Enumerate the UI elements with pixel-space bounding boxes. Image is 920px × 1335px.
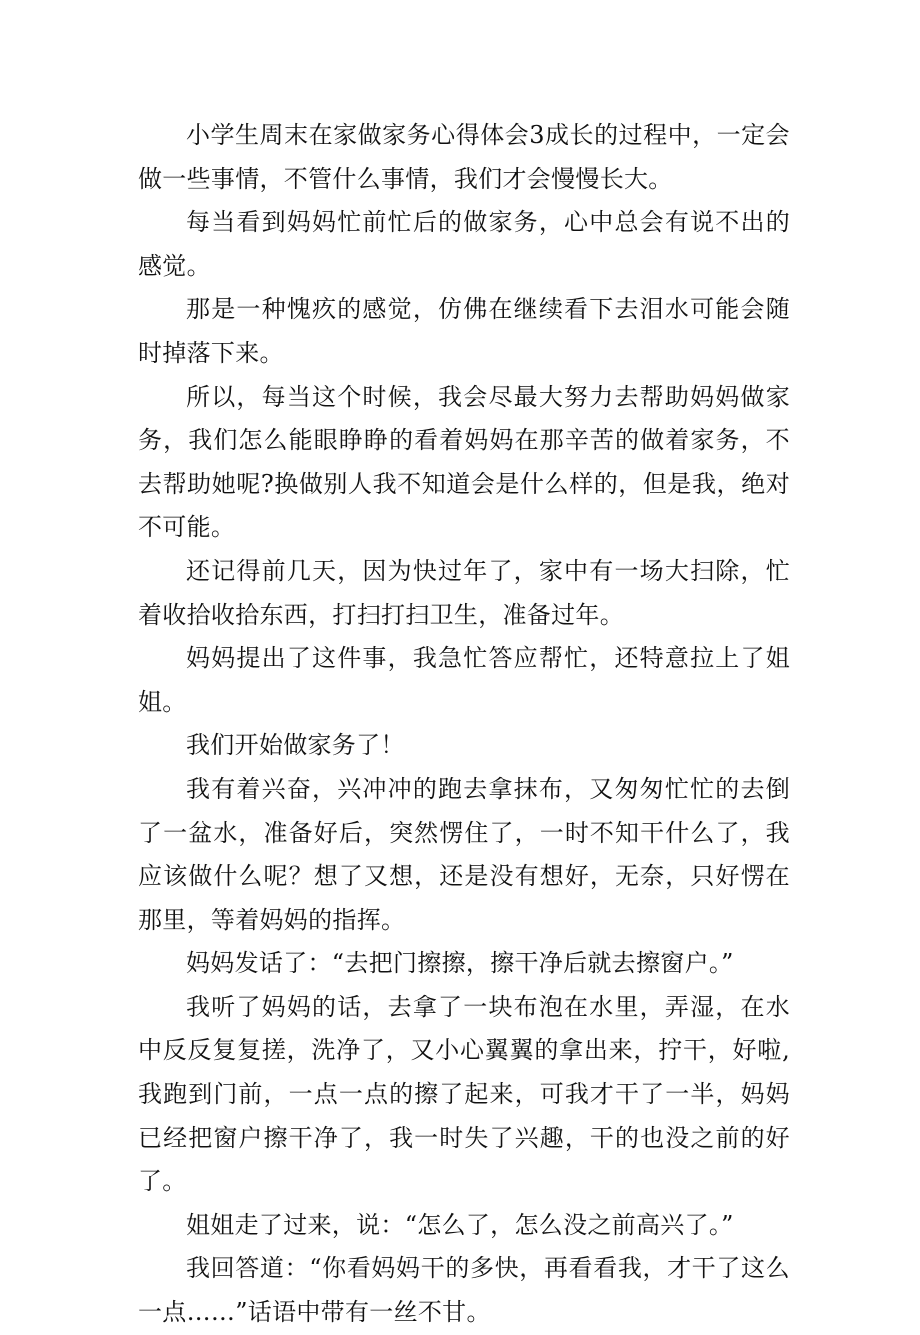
paragraph-12: 我回答道：“你看妈妈干的多快，再看看我，才干了这么一点……”话语中带有一丝不甘。 <box>138 1254 790 1327</box>
paragraph-5: 还记得前几天，因为快过年了，家中有一场大扫除，忙着收拾收拾东西，打扫打扫卫生，准备过年。 <box>138 556 790 629</box>
paragraph-10: 我听了妈妈的话，去拿了一块布泡在水里，弄湿，在水中反反复复搓，洗净了，又小心翼翼的拿出来，拧干，好啦,我跑到门前，一点一点的擦了起来，可我才干了一半，妈妈已经把窗户擦干净了，我一时失了兴趣，干的也没之前的好了。 <box>138 992 790 1196</box>
paragraph-3: 那是一种愧疚的感觉，仿佛在继续看下去泪水可能会随时掉落下来。 <box>138 295 790 367</box>
paragraph-9: 妈妈发话了：“去把门擦擦，擦干净后就去擦窗户。” <box>186 949 734 978</box>
paragraph-7: 我们开始做家务了！ <box>186 731 405 760</box>
document-body <box>138 114 790 1335</box>
paragraph-4: 所以，每当这个时候，我会尽最大努力去帮助妈妈做家务，我们怎么能眼睁睁的看着妈妈在那辛苦的做着家务，不去帮助她呢?换做别人我不知道会是什么样的，但是我，绝对不可能。 <box>138 382 790 542</box>
paragraph-6: 妈妈提出了这件事，我急忙答应帮忙，还特意拉上了姐姐。 <box>138 644 790 716</box>
paragraph-11: 姐姐走了过来，说：“怎么了，怎么没之前高兴了。” <box>186 1210 734 1239</box>
paragraph-8: 我有着兴奋，兴冲冲的跑去拿抹布，又匆匆忙忙的去倒了一盆水，准备好后，突然愣住了，一时不知干什么了，我应该做什么呢？想了又想，还是没有想好，无奈，只好愣在那里，等着妈妈的指挥。 <box>138 774 790 934</box>
paragraph-2: 每当看到妈妈忙前忙后的做家务，心中总会有说不出的感觉。 <box>138 208 790 280</box>
paragraph-1: 小学生周末在家做家务心得体会3成长的过程中，一定会做一些事情，不管什么事情，我们才会慢慢长大。 <box>138 121 790 193</box>
